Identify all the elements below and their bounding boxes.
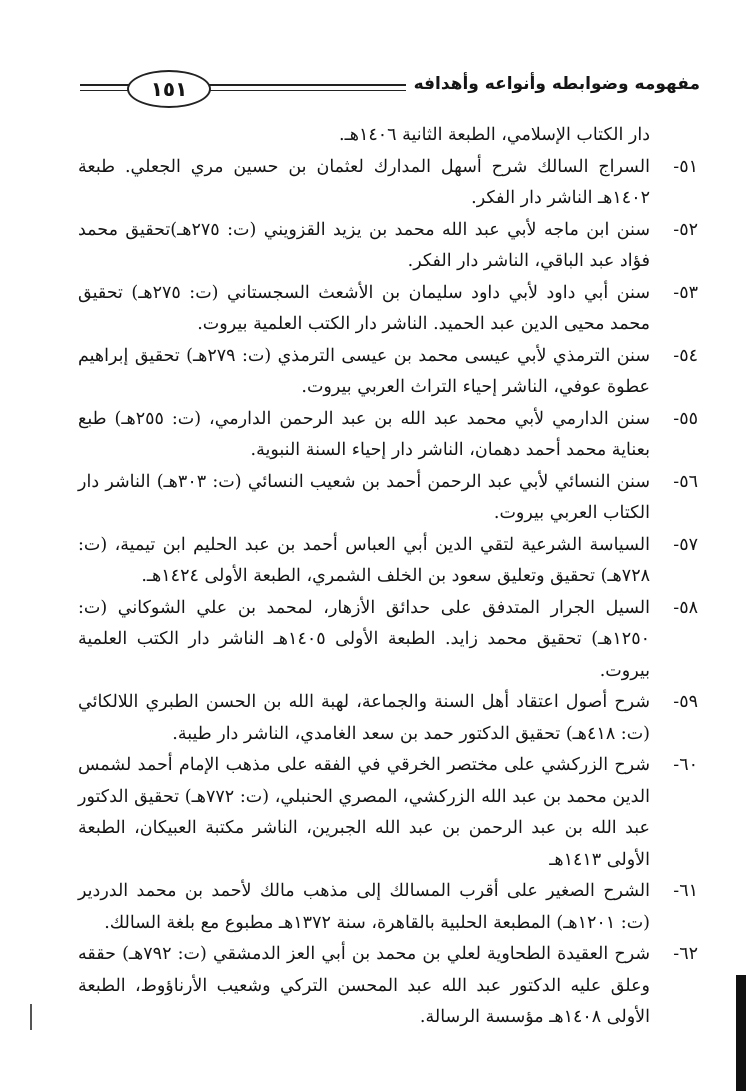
reference-number: ٥٩- — [673, 692, 698, 712]
reference-entry — [78, 750, 698, 876]
reference-text: الشرح الصغير على أقرب المسالك إلى مذهب مالك لأحمد بن محمد الدردير (ت: ١٢٠١هـ) المطبعة الحلبية بالقاهرة، سنة ١٣٧٢هـ مطبوع مع بلغة السالك. — [78, 881, 650, 933]
margin-mark — [30, 1004, 32, 1030]
reference-entry — [78, 939, 698, 1034]
reference-text: السياسة الشرعية لتقي الدين أبي العباس أحمد بن عبد الحليم ابن تيمية، (ت: ٧٢٨هـ) تحقيق وتعليق سعود بن الخلف الشمري، الطبعة الأولى ١٤٢٤هـ. — [78, 534, 650, 586]
reference-number: ٥٢- — [673, 219, 698, 240]
reference-number: ٥٦- — [673, 471, 698, 492]
header-rule-left — [80, 84, 130, 86]
reference-text: السيل الجرار المتدفق على حدائق الأزهار، لمحمد بن علي الشوكاني (ت: ١٢٥٠هـ) تحقيق محمد زايد. الطبعة الأولى ١٤٠٥هـ الناشر دار الكتب العلمية بيروت. — [78, 597, 650, 681]
reference-entry — [78, 687, 698, 750]
reference-entry — [78, 341, 698, 404]
reference-number: ٦٠- — [673, 755, 698, 775]
reference-entry — [78, 876, 698, 939]
reference-text: شرح أصول اعتقاد أهل السنة والجماعة، لهبة الله بن الحسن الطبري اللالكائي (ت: ٤١٨هـ) تحقيق الدكتور حمد بن سعد الغامدي، الناشر دار طيبة. — [78, 692, 650, 744]
reference-entry — [78, 278, 698, 341]
reference-number: ٦٢- — [673, 944, 698, 964]
reference-entry — [78, 467, 698, 530]
reference-text: سنن الترمذي لأبي عيسى محمد بن عيسى الترمذي (ت: ٢٧٩هـ) تحقيق إبراهيم عطوة عوفي، الناشر إحياء التراث العربي بيروت. — [78, 345, 650, 397]
reference-number: ٥٨- — [673, 597, 698, 618]
header-rule-left-thin — [80, 90, 130, 91]
reference-number: ٦١- — [673, 881, 698, 901]
reference-text: سنن أبي داود لأبي داود سليمان بن الأشعث السجستاني (ت: ٢٧٥هـ) تحقيق محمد محيى الدين عبد الحميد. الناشر دار الكتب العلمية بيروت. — [78, 282, 651, 334]
reference-entry — [78, 530, 698, 593]
reference-entry — [78, 593, 698, 688]
reference-number: ٥٧- — [673, 534, 698, 555]
reference-text: شرح الزركشي على مختصر الخرقي في الفقه على مذهب الإمام أحمد لشمس الدين محمد بن عبد الله الزركشي، المصري الحنبلي، (ت: ٧٧٢هـ) تحقيق الدكتور عبد الله بن عبد الرحمن بن عبد الله الجبرين، الناشر مكتبة العبيكان، الطبعة الأولى ١٤١٣هـ — [78, 755, 650, 870]
reference-list — [78, 120, 698, 1034]
page-number: ١٥١ — [127, 70, 211, 108]
reference-text: شرح العقيدة الطحاوية لعلي بن محمد بن أبي العز الدمشقي (ت: ٧٩٢هـ) حققه وعلق عليه الدكتور عبد الله عبد المحسن التركي وشعيب الأرناؤوط، الطبعة الأولى ١٤٠٨هـ مؤسسة الرسالة. — [78, 944, 651, 1027]
page-header — [80, 70, 700, 110]
reference-number: ٥٥- — [673, 408, 698, 429]
reference-number: ٥٣- — [673, 282, 698, 303]
continued-entry: دار الكتاب الإسلامي، الطبعة الثانية ١٤٠٦هـ. — [339, 125, 650, 145]
reference-text: سنن الدارمي لأبي محمد عبد الله بن عبد الرحمن الدارمي، (ت: ٢٥٥هـ) طبع بعناية محمد أحمد دهمان، الناشر دار إحياء السنة النبوية. — [78, 408, 650, 460]
reference-text: السراج السالك شرح أسهل المدارك لعثمان بن حسين مري الجعلي. طبعة ١٤٠٢هـ الناشر دار الفكر. — [78, 156, 650, 208]
reference-number: ٥٤- — [673, 345, 698, 366]
binding-shadow — [736, 975, 746, 1091]
reference-entry — [78, 152, 698, 215]
reference-entry — [78, 404, 698, 467]
running-title: مفهومه وضوابطه وأنواعه وأهدافه — [406, 74, 700, 94]
reference-number: ٥١- — [673, 156, 698, 177]
reference-text: سنن ابن ماجه لأبي عبد الله محمد بن يزيد القزويني (ت: ٢٧٥هـ)تحقيق محمد فؤاد عبد الباقي، الناشر دار الفكر. — [78, 219, 650, 271]
reference-text: سنن النسائي لأبي عبد الرحمن أحمد بن شعيب النسائي (ت: ٣٠٣هـ) الناشر دار الكتاب العربي بيروت. — [78, 471, 650, 523]
reference-entry — [78, 215, 698, 278]
